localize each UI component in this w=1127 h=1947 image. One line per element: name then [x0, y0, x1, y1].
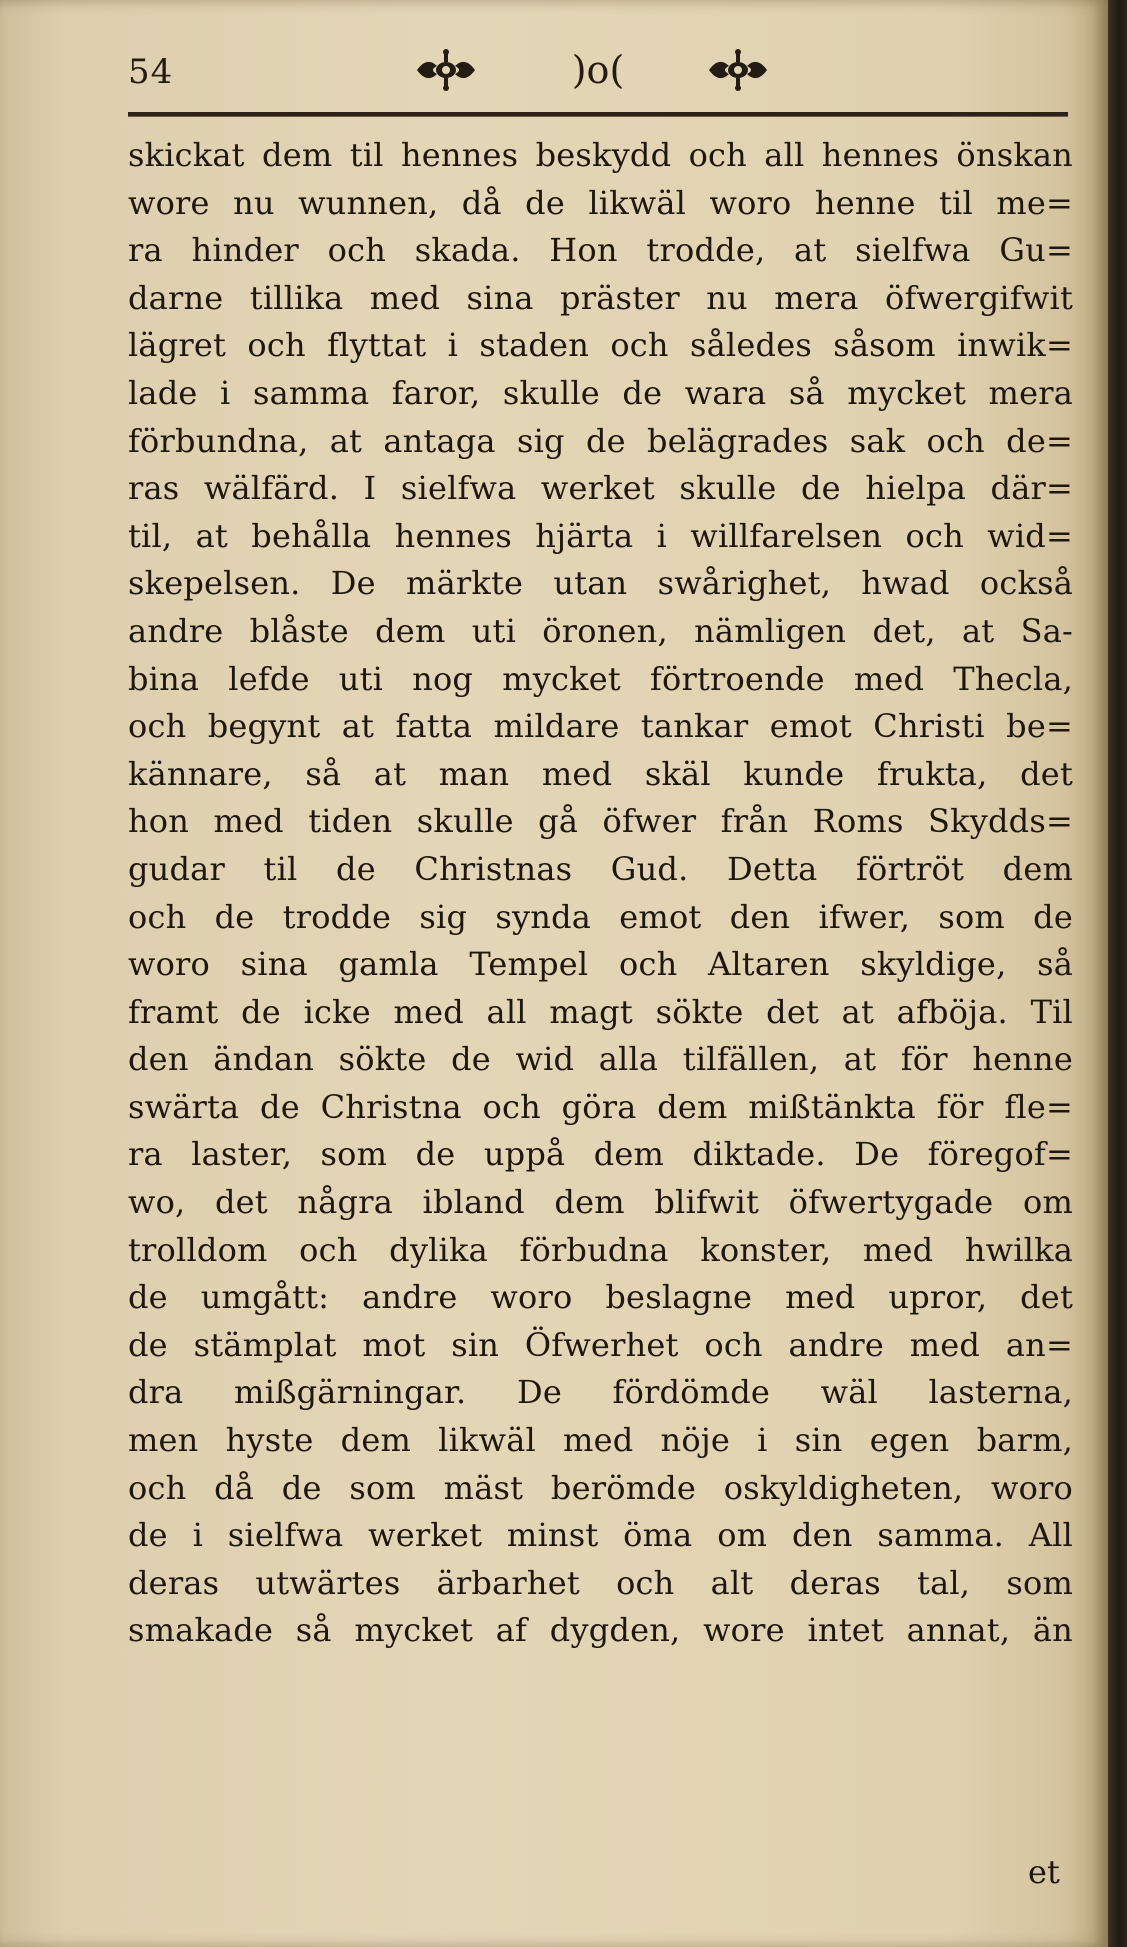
text-line: til, at behålla hennes hjärta i willfarelsen och wid= — [128, 516, 1073, 555]
text-line: de i sielfwa werket minst öma om den samma. All — [128, 1516, 1073, 1555]
header-center-mark: )o( — [571, 48, 625, 92]
text-line: andre blåste dem uti öronen, nämligen det, at Sa- — [128, 611, 1073, 650]
text-line: hon med tiden skulle gå öfwer från Roms Skydds= — [128, 802, 1073, 841]
text-line: de stämplat mot sin Öfwerhet och andre med an= — [128, 1325, 1073, 1364]
text-line: lägret och flyttat i staden och således såsom inwik= — [128, 326, 1073, 365]
text-line: swärta de Christna och göra dem mißtänkta för fle= — [128, 1087, 1073, 1126]
catchword: et — [1028, 1853, 1060, 1891]
text-line: woro sina gamla Tempel och Altaren skyldige, så — [128, 945, 1073, 984]
text-line: framt de icke med all magt sökte det at afböja. Til — [128, 992, 1073, 1031]
text-line: förbundna, at antaga sig de belägrades sak och de= — [128, 421, 1073, 460]
text-line: wo, det några ibland dem blifwit öfwertygade om — [128, 1183, 1073, 1222]
text-line: och begynt at fatta mildare tankar emot Christi be= — [128, 707, 1073, 746]
text-line: ras wälfärd. I sielfwa werket skulle de hielpa där= — [128, 469, 1073, 508]
text-line: gudar til de Christnas Gud. Detta förtröt dem — [128, 849, 1073, 888]
text-line: skepelsen. De märkte utan swårighet, hwad också — [128, 564, 1073, 603]
text-line: dra mißgärningar. De fördömde wäl lasterna, — [128, 1373, 1073, 1412]
text-line: ra laster, som de uppå dem diktade. De föregof= — [128, 1135, 1073, 1174]
page-number: 54 — [128, 52, 174, 92]
fleuron-ornament-icon — [413, 48, 479, 92]
text-line: ra hinder och skada. Hon trodde, at sielfwa Gu= — [128, 231, 1073, 270]
text-line: kännare, så at man med skäl kunde frukta, det — [128, 754, 1073, 793]
text-line: trolldom och dylika förbudna konster, med hwilka — [128, 1230, 1073, 1269]
text-line: de umgått: andre woro beslagne med upror, det — [128, 1278, 1073, 1317]
body-text — [128, 132, 1073, 1655]
text-line: den ändan sökte de wid alla tilfällen, at för henne — [128, 1040, 1073, 1079]
text-line: wore nu wunnen, då de likwäl woro henne til me= — [128, 183, 1073, 222]
text-line: och då de som mäst berömde oskyldigheten, woro — [128, 1468, 1073, 1507]
header-rule — [128, 112, 1068, 117]
text-line: smakade så mycket af dygden, wore intet annat, än — [128, 1611, 1073, 1650]
running-header — [128, 48, 1068, 108]
book-edge — [1108, 0, 1127, 1947]
text-line: bina lefde uti nog mycket förtroende med Thecla, — [128, 659, 1073, 698]
text-line: skickat dem til hennes beskydd och all hennes önskan — [128, 136, 1073, 174]
text-line: deras utwärtes ärbarhet och alt deras tal, som — [128, 1563, 1073, 1602]
fleuron-ornament-icon — [705, 48, 771, 92]
text-line: lade i samma faror, skulle de wara så mycket mera — [128, 373, 1073, 412]
text-line: och de trodde sig synda emot den ifwer, som de — [128, 897, 1073, 936]
text-line: men hyste dem likwäl med nöje i sin egen barm, — [128, 1421, 1073, 1460]
text-line: darne tillika med sina präster nu mera öfwergifwit — [128, 278, 1073, 317]
